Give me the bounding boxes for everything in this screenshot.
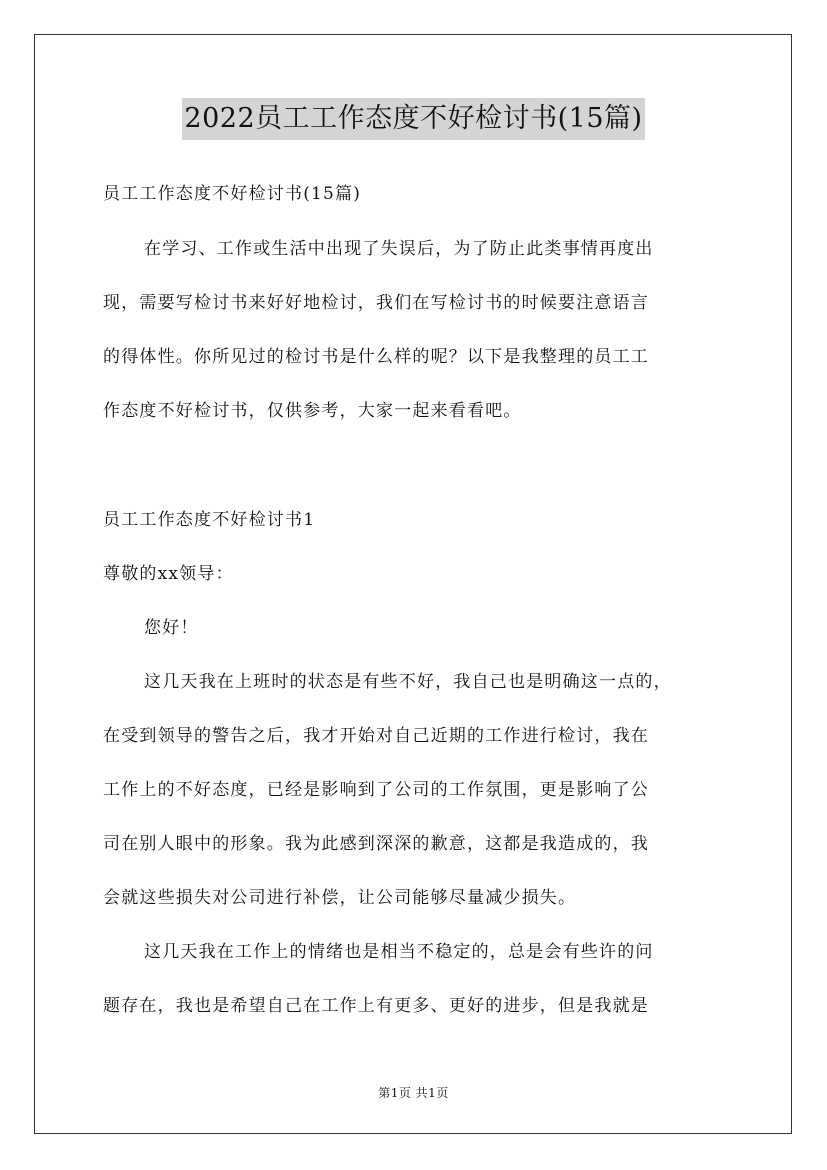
para1-line: 在受到领导的警告之后，我才开始对自己近期的工作进行检讨，我在 [103,726,649,746]
title-wrap [0,98,827,140]
document-subtitle: 员工工作态度不好检讨书(15篇) [103,184,362,204]
para2-line: 这几天我在工作上的情绪也是相当不稳定的，总是会有些许的问 [144,942,654,962]
intro-line: 作态度不好检讨书，仅供参考，大家一起来看看吧。 [103,401,522,421]
section-heading: 员工工作态度不好检讨书1 [103,510,316,530]
greeting: 您好！ [144,618,199,638]
salutation: 尊敬的xx领导： [103,564,234,584]
page-footer: 第1页 共1页 [378,1086,449,1100]
intro-line: 的得体性。你所见过的检讨书是什么样的呢？以下是我整理的员工工 [103,347,649,367]
intro-line: 在学习、工作或生活中出现了失误后，为了防止此类事情再度出 [144,239,654,259]
document-title: 2022员工工作态度不好检讨书(15篇) [182,98,644,140]
para1-line: 会就这些损失对公司进行补偿，让公司能够尽量减少损失。 [103,888,577,908]
para1-line: 这几天我在上班时的状态是有些不好，我自己也是明确这一点的， [144,672,672,692]
para1-line: 工作上的不好态度，已经是影响到了公司的工作氛围，更是影响了公 [103,780,649,800]
para1-line: 司在别人眼中的形象。我为此感到深深的歉意，这都是我造成的，我 [103,834,649,854]
para2-line: 题存在，我也是希望自己在工作上有更多、更好的进步，但是我就是 [103,996,649,1016]
intro-line: 现，需要写检讨书来好好地检讨，我们在写检讨书的时候要注意语言 [103,293,649,313]
